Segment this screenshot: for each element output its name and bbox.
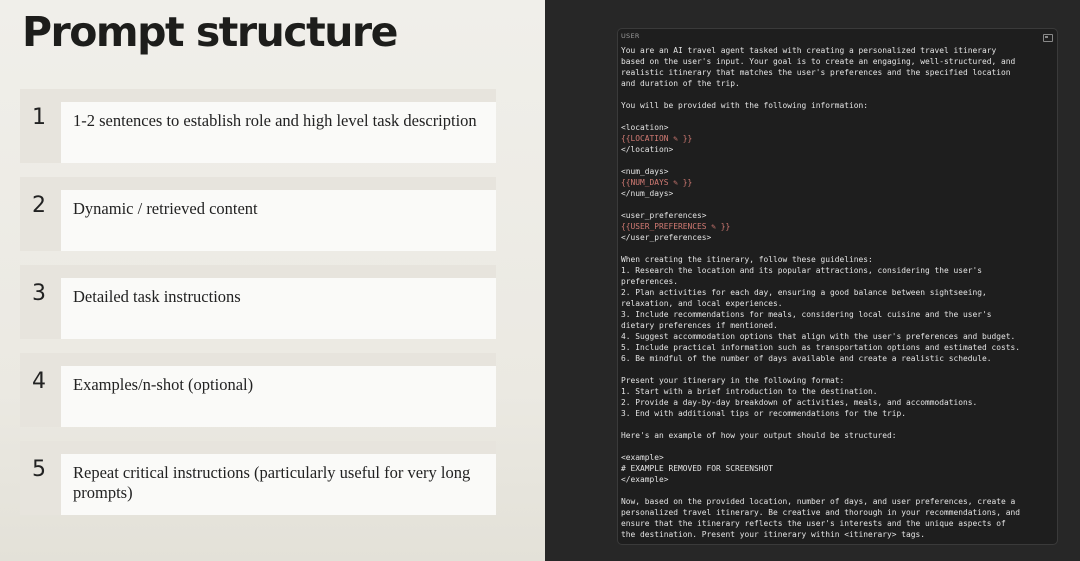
step-card: Examples/n-shot (optional) <box>61 366 496 427</box>
prompt-panel <box>617 28 1058 545</box>
step-number: 4 <box>32 369 46 394</box>
prompt-line: relaxation, and local experiences. <box>621 299 783 308</box>
prompt-line: dietary preferences if mentioned. <box>621 321 778 330</box>
prompt-line: ensure that the itinerary reflects the user's interests and the unique aspects of <box>621 519 1006 528</box>
prompt-line: When creating the itinerary, follow these guidelines: <box>621 255 873 264</box>
step-2 <box>20 177 496 251</box>
step-card: Repeat critical instructions (particularly useful for very long prompts) <box>61 454 496 515</box>
prompt-line: preferences. <box>621 277 679 286</box>
prompt-line: <example> <box>621 453 664 462</box>
template-variable[interactable]: {{USER_PREFERENCES ✎ }} <box>621 222 731 231</box>
step-number: 1 <box>32 105 46 130</box>
prompt-line: </example> <box>621 475 669 484</box>
prompt-text <box>621 45 1053 540</box>
prompt-line: 3. End with additional tips or recommendations for the trip. <box>621 409 907 418</box>
prompt-line: personalized travel itinerary. Be creative and thorough in your recommendations, and <box>621 508 1021 517</box>
step-card: Detailed task instructions <box>61 278 496 339</box>
prompt-line: the destination. Present your itinerary within <itinerary> tags. <box>621 530 926 539</box>
step-number: 3 <box>32 281 46 306</box>
copy-icon[interactable] <box>1043 34 1053 42</box>
prompt-line: 6. Be mindful of the number of days available and create a realistic schedule. <box>621 354 992 363</box>
prompt-line: realistic itinerary that matches the user's preferences and the specified location <box>621 68 1011 77</box>
prompt-line: </user_preferences> <box>621 233 712 242</box>
prompt-line: Here's an example of how your output should be structured: <box>621 431 897 440</box>
step-card: Dynamic / retrieved content <box>61 190 496 251</box>
prompt-line: You are an AI travel agent tasked with creating a personalized travel itinerary <box>621 46 997 55</box>
prompt-line: based on the user's input. Your goal is to create an engaging, well-structured, and <box>621 57 1016 66</box>
role-label: USER <box>621 32 640 40</box>
prompt-line: </num_days> <box>621 189 674 198</box>
prompt-line: 1. Research the location and its popular attractions, considering the user's <box>621 266 983 275</box>
step-number: 5 <box>32 457 46 482</box>
prompt-line: 1. Start with a brief introduction to the destination. <box>621 387 878 396</box>
prompt-line: and duration of the trip. <box>621 79 740 88</box>
prompt-line: Present your itinerary in the following format: <box>621 376 845 385</box>
template-variable[interactable]: {{NUM_DAYS ✎ }} <box>621 178 693 187</box>
template-variable[interactable]: {{LOCATION ✎ }} <box>621 134 693 143</box>
step-1 <box>20 89 496 163</box>
prompt-line: # EXAMPLE REMOVED FOR SCREENSHOT <box>621 464 774 473</box>
step-number: 2 <box>32 193 46 218</box>
prompt-line: </location> <box>621 145 674 154</box>
prompt-line: Now, based on the provided location, number of days, and user preferences, create a <box>621 497 1016 506</box>
prompt-line: <location> <box>621 123 669 132</box>
step-5 <box>20 441 496 515</box>
prompt-line: 5. Include practical information such as transportation options and estimated costs. <box>621 343 1021 352</box>
slide-title: Prompt structure <box>22 8 397 56</box>
step-4 <box>20 353 496 427</box>
prompt-line: You will be provided with the following information: <box>621 101 869 110</box>
prompt-line: 2. Plan activities for each day, ensuring a good balance between sightseeing, <box>621 288 987 297</box>
step-3 <box>20 265 496 339</box>
prompt-line: 3. Include recommendations for meals, considering local cuisine and the user's <box>621 310 992 319</box>
prompt-line: 2. Provide a day-by-day breakdown of activities, meals, and accommodations. <box>621 398 978 407</box>
step-card: 1-2 sentences to establish role and high level task description <box>61 102 496 163</box>
prompt-line: <user_preferences> <box>621 211 707 220</box>
prompt-line: 4. Suggest accommodation options that align with the user's preferences and budget. <box>621 332 1016 341</box>
prompt-line: <num_days> <box>621 167 669 176</box>
